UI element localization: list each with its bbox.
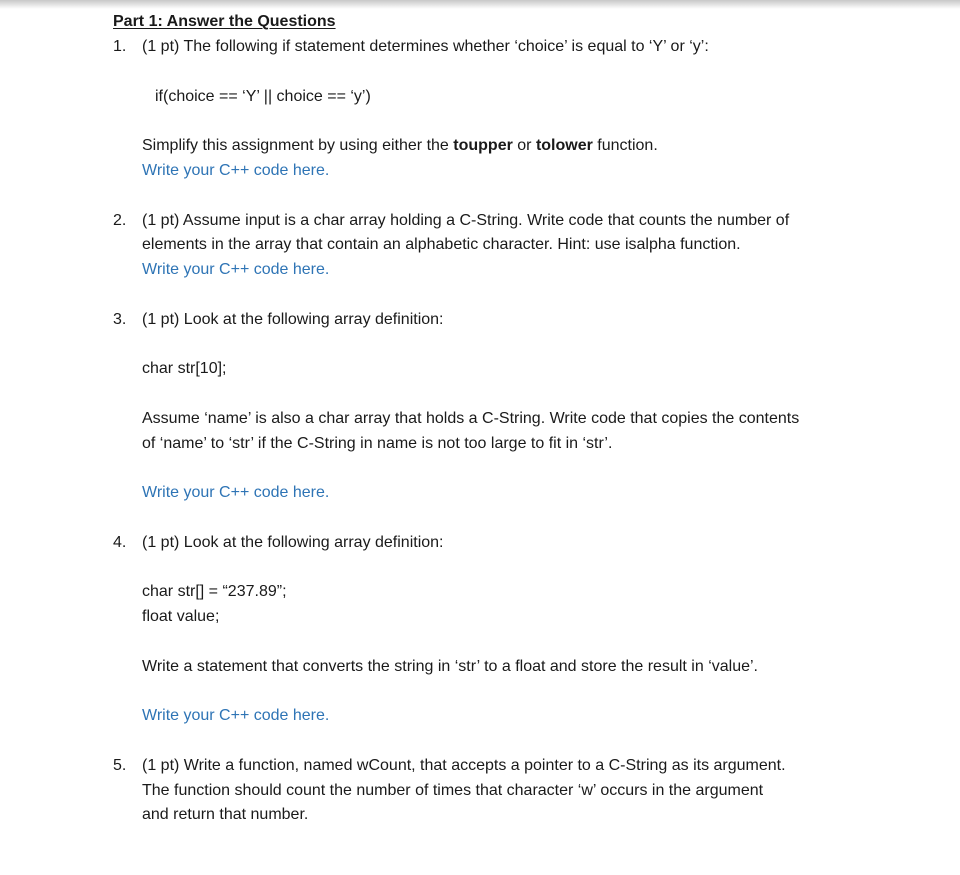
q4-code-placeholder[interactable]: Write your C++ code here. — [142, 707, 330, 724]
q1-tolower-bold: tolower — [535, 137, 593, 154]
q4-code-line-2: float value; — [142, 608, 220, 625]
q4-code-line-1: char str[] = “237.89”; — [142, 583, 287, 600]
q3-after-line-1: Assume ‘name’ is also a char array that holds a C-String. Write code that copies the contents — [142, 410, 800, 427]
q1-code-line-1: if(choice == ‘Y’ || choice == ‘y’) — [155, 88, 371, 105]
q1-number: 1. — [113, 38, 127, 55]
q2-code-placeholder[interactable]: Write your C++ code here. — [142, 261, 330, 278]
q5-text-line-3: and return that number. — [142, 806, 309, 823]
q4-text-line-1: (1 pt) Look at the following array definition: — [142, 534, 444, 551]
q3-code-placeholder[interactable]: Write your C++ code here. — [142, 484, 330, 501]
q5-number: 5. — [113, 757, 127, 774]
q1-instruction-middle: or — [512, 137, 536, 154]
q2-text-line-1: (1 pt) Assume input is a char array holding a C-String. Write code that counts the number of — [142, 212, 790, 229]
q3-after-line-2: of ‘name’ to ‘str’ if the C-String in name is not too large to fit in ‘str’. — [142, 435, 613, 452]
q4-after-line-1: Write a statement that converts the string in ‘str’ to a float and store the result in ‘value’. — [142, 658, 758, 675]
q3-code-line-1: char str[10]; — [142, 360, 227, 377]
q5-text-line-2: The function should count the number of times that character ‘w’ occurs in the argument — [142, 782, 764, 799]
q1-instruction-prefix: Simplify this assignment by using either the — [142, 137, 454, 154]
q1-instruction-suffix: function. — [592, 137, 658, 154]
q1-code-placeholder[interactable]: Write your C++ code here. — [142, 162, 330, 179]
q1-text-line-1: (1 pt) The following if statement determines whether ‘choice’ is equal to ‘Y’ or ‘y’: — [142, 38, 709, 55]
q2-number: 2. — [113, 212, 127, 229]
q4-number: 4. — [113, 534, 127, 551]
q1-instruction — [142, 136, 658, 156]
q3-number: 3. — [113, 311, 127, 328]
q2-text-line-2: elements in the array that contain an alphabetic character. Hint: use isalpha function. — [142, 236, 741, 253]
q3-text-line-1: (1 pt) Look at the following array definition: — [142, 311, 444, 328]
part-heading: Part 1: Answer the Questions — [113, 13, 336, 30]
q1-toupper-bold: toupper — [453, 137, 513, 154]
q5-text-line-1: (1 pt) Write a function, named wCount, that accepts a pointer to a C-String as its argument. — [142, 757, 786, 774]
